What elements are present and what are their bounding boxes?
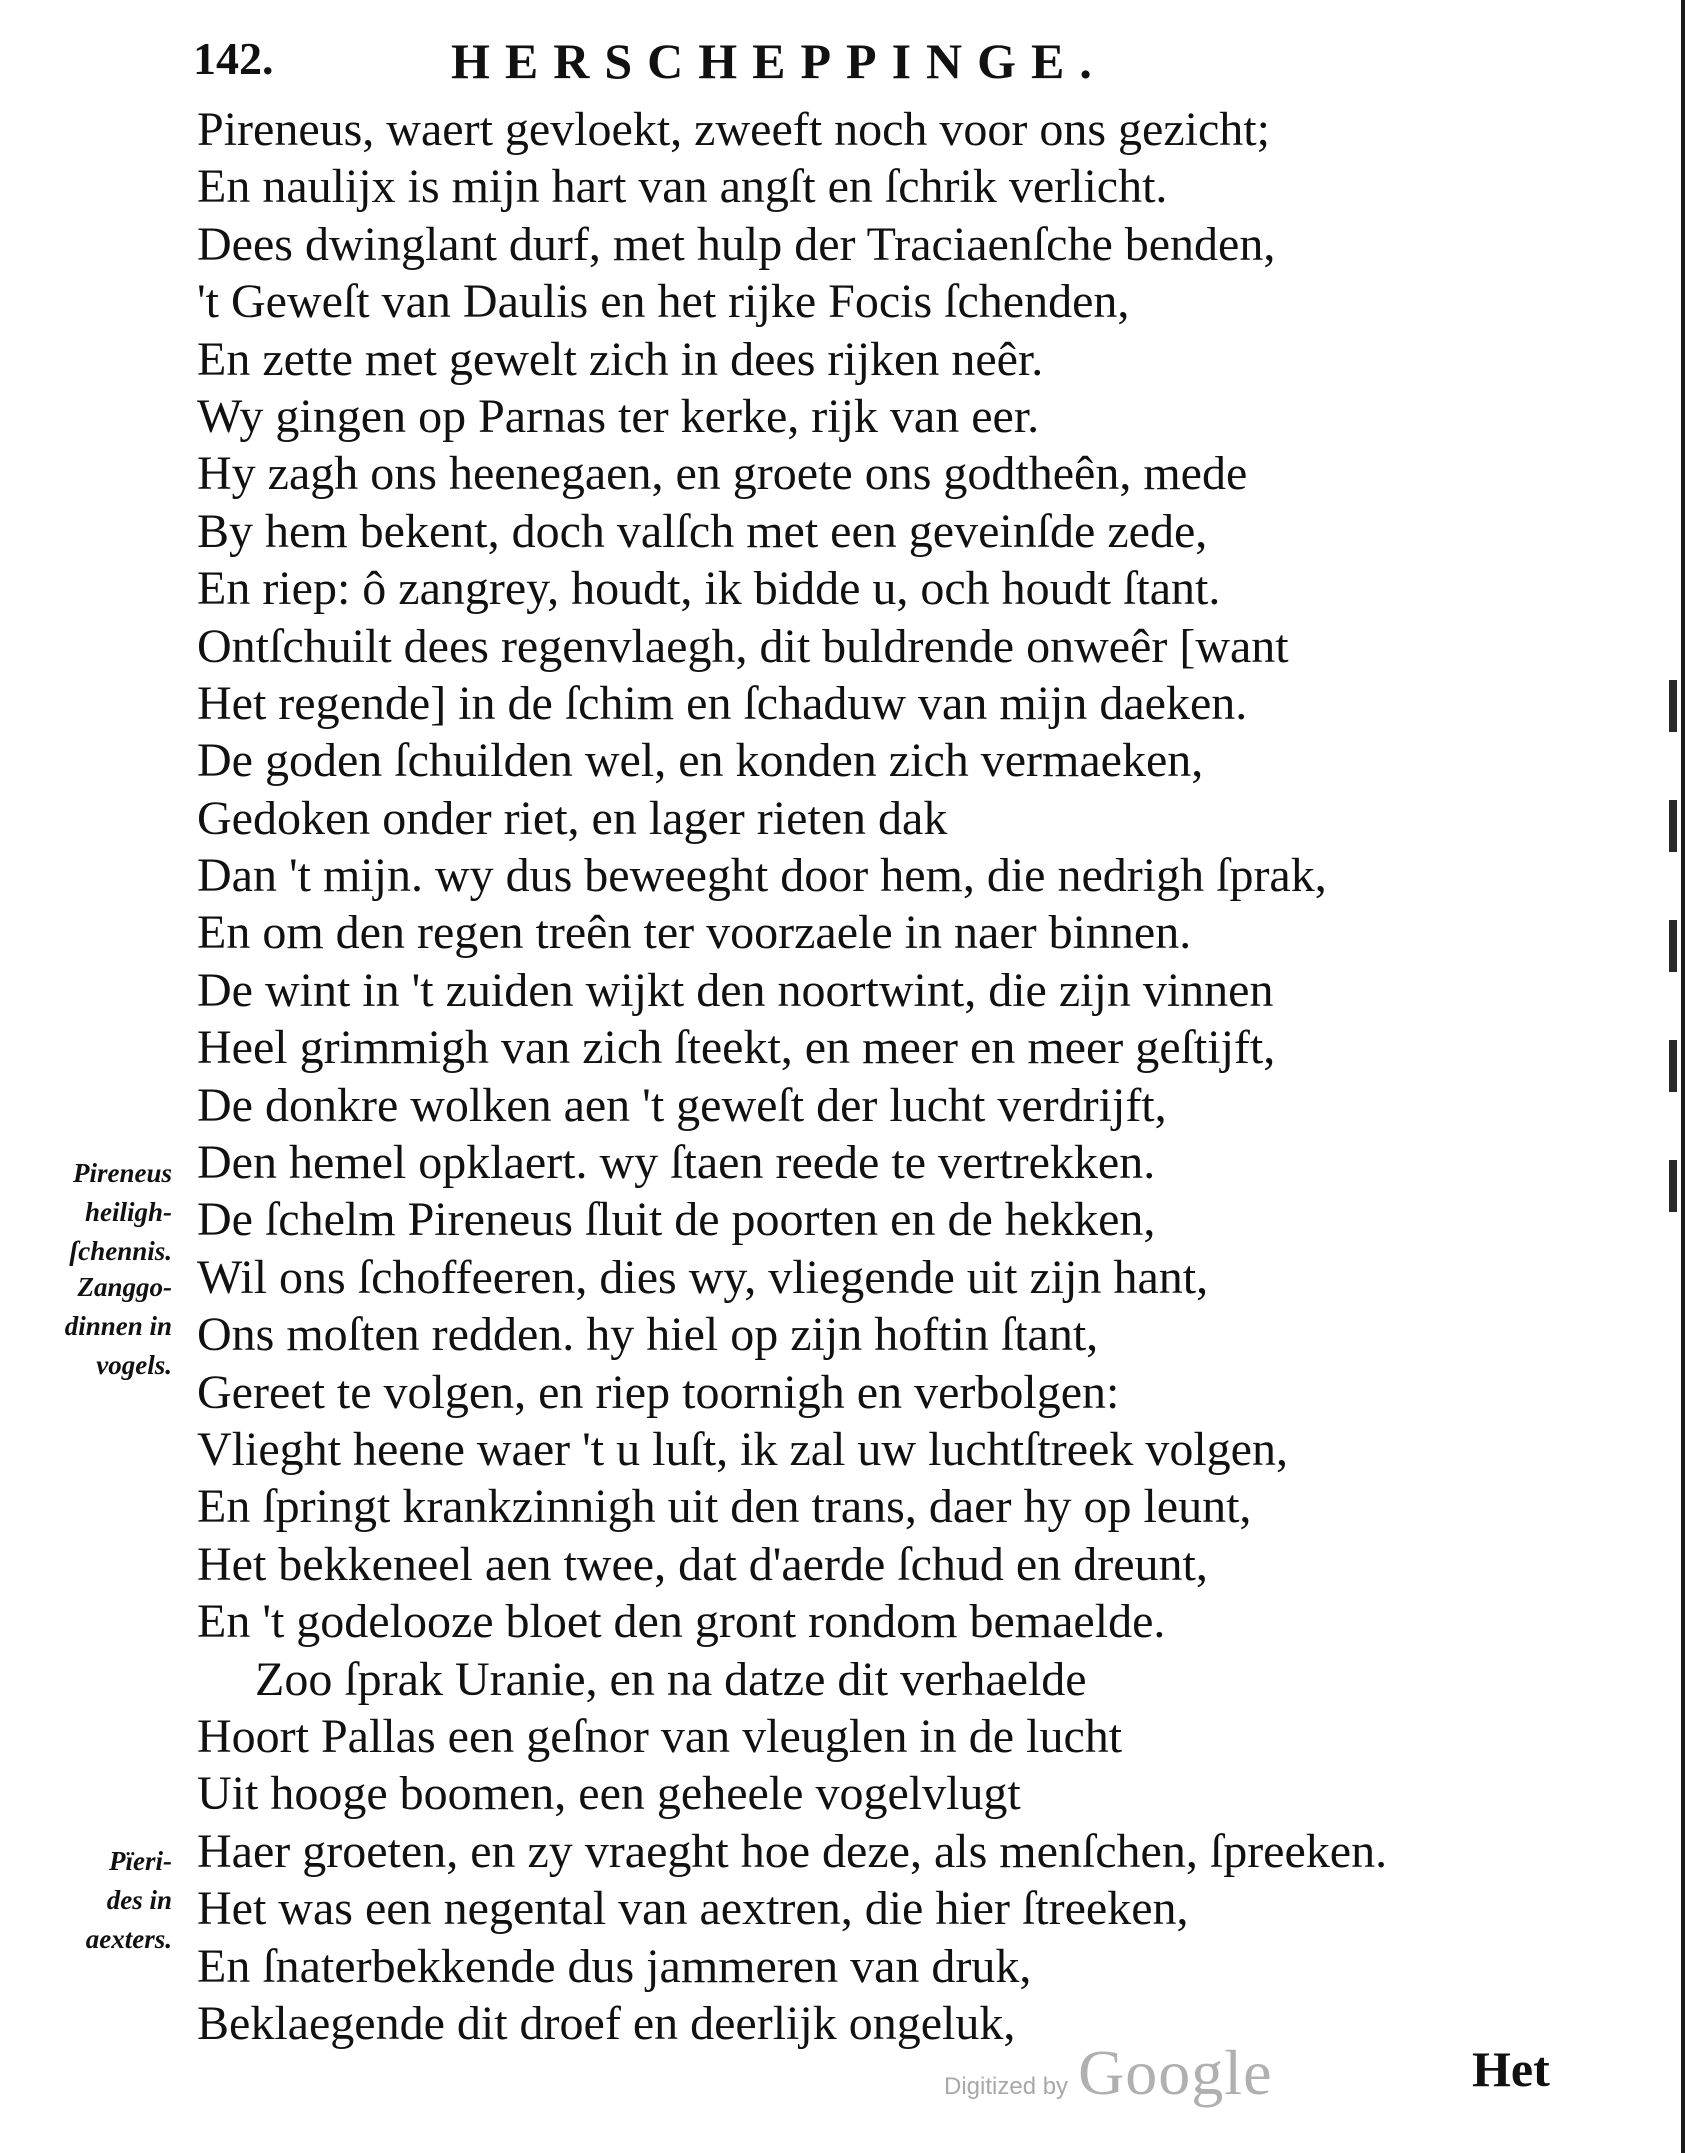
verse-line: En riep: ô zangrey, houdt, ik bidde u, och houdt ſtant. xyxy=(197,562,1221,616)
verse-line: De goden ſchuilden wel, en konden zich vermaeken, xyxy=(197,734,1204,788)
digitized-watermark xyxy=(944,2036,1272,2106)
facing-page-mark xyxy=(1669,800,1677,852)
facing-page-mark xyxy=(1669,920,1677,972)
verse-line: De wint in 't zuiden wijkt den noortwint, die zijn vinnen xyxy=(197,963,1274,1017)
margin-note-line: Pireneus xyxy=(72,1157,172,1188)
verse-line: Pireneus, waert gevloekt, zweeft noch voor ons gezicht; xyxy=(197,103,1270,156)
facing-page-mark xyxy=(1669,1040,1677,1092)
margin-note xyxy=(22,1842,172,1959)
verse-line: Uit hooge boomen, een geheele vogelvlugt xyxy=(197,1767,1021,1821)
running-title: HERSCHEPPINGE. xyxy=(451,33,1107,89)
margin-note xyxy=(22,1268,172,1385)
verse-line: Ontſchuilt dees regenvlaegh, dit buldrende onweêr [want xyxy=(197,619,1289,673)
verse-line: Gereet te volgen, en riep toornigh en verbolgen: xyxy=(197,1365,1120,1419)
verse-line: Het regende] in de ſchim en ſchaduw van mijn daeken. xyxy=(197,676,1248,730)
verse-line: En naulijx is mijn hart van angſt en ſchrik verlicht. xyxy=(197,160,1168,214)
verse-line: Zoo ſprak Uranie, en na datze dit verhaelde xyxy=(255,1652,1087,1706)
verse-line: Het was een negental van aextren, die hier ſtreeken, xyxy=(197,1882,1189,1936)
catchword: Het xyxy=(1472,2041,1550,2097)
margin-note-line: aexters. xyxy=(85,1924,172,1955)
verse-line: Haer groeten, en zy vraeght hoe deze, als menſchen, ſpreeken. xyxy=(197,1824,1388,1878)
verse-line: De donkre wolken aen 't geweſt der lucht verdrijft, xyxy=(197,1078,1167,1132)
verse-line: Wil ons ſchoffeeren, dies wy, vliegende uit zijn hant, xyxy=(197,1250,1209,1304)
facing-page-mark xyxy=(1669,1160,1677,1212)
margin-note-line: ſchennis. xyxy=(69,1235,172,1266)
google-logo: Google xyxy=(1078,2037,1273,2108)
verse-line: Gedoken onder riet, en lager rieten dak xyxy=(197,791,948,845)
margin-note-line: des in xyxy=(106,1885,172,1916)
facing-page-mark xyxy=(1669,680,1677,732)
verse-line: De ſchelm Pireneus ſluit de poorten en de hekken, xyxy=(197,1193,1156,1247)
verse-line: Wy gingen op Parnas ter kerke, rijk van eer. xyxy=(197,389,1040,443)
verse-line: Dees dwinglant durf, met hulp der Traciaenſche benden, xyxy=(197,217,1276,271)
verse-line: Heel grimmigh van zich ſteekt, en meer en meer geſtijft, xyxy=(197,1021,1276,1075)
verse-line: Ons moſten redden. hy hiel op zijn hoftin ſtant, xyxy=(197,1308,1099,1362)
running-header xyxy=(193,28,1373,98)
verse-line: Het bekkeneel aen twee, dat d'aerde ſchud en dreunt, xyxy=(197,1537,1208,1591)
verse-line: Vlieght heene waer 't u luſt, ik zal uw luchtſtreek volgen, xyxy=(197,1422,1288,1476)
verse-line: Hy zagh ons heenegaen, en groete ons godtheên, mede xyxy=(197,447,1248,501)
watermark-prefix: Digitized by xyxy=(944,2073,1069,2100)
margin-note-line: heiligh- xyxy=(84,1196,172,1227)
verse-line: 't Geweſt van Daulis en het rijke Focis ſchenden, xyxy=(197,275,1130,329)
verse-line: Hoort Pallas een geſnor van vleuglen in de lucht xyxy=(197,1709,1123,1763)
facing-page-edge xyxy=(1681,0,1685,2153)
verse-text xyxy=(197,101,1597,2052)
verse-line: En ſnaterbekkende dus jammeren van druk, xyxy=(197,1939,1032,1993)
margin-note-line: dinnen in xyxy=(64,1311,172,1342)
margin-note-line: Zanggo- xyxy=(77,1272,172,1303)
page-number: 142. xyxy=(193,33,274,84)
verse-line: Beklaegende dit droef en deerlijk ongeluk, xyxy=(197,1996,1016,2050)
verse-line: Dan 't mijn. wy dus beweeght door hem, die nedrigh ſprak, xyxy=(197,849,1327,903)
verse-line: En om den regen treên ter voorzaele in naer binnen. xyxy=(197,906,1192,960)
verse-line: En zette met gewelt zich in dees rijken neêr. xyxy=(197,332,1044,386)
margin-note-line: vogels. xyxy=(96,1350,172,1381)
verse-line: By hem bekent, doch valſch met een geveinſde zede, xyxy=(197,504,1208,558)
verse-line: En 't godelooze bloet den gront rondom bemaelde. xyxy=(197,1595,1166,1649)
margin-note xyxy=(22,1154,172,1271)
margin-note-line: Pïeri- xyxy=(109,1846,172,1877)
verse-line: En ſpringt krankzinnigh uit den trans, daer hy op leunt, xyxy=(197,1480,1252,1534)
verse-line: Den hemel opklaert. wy ſtaen reede te vertrekken. xyxy=(197,1136,1156,1190)
